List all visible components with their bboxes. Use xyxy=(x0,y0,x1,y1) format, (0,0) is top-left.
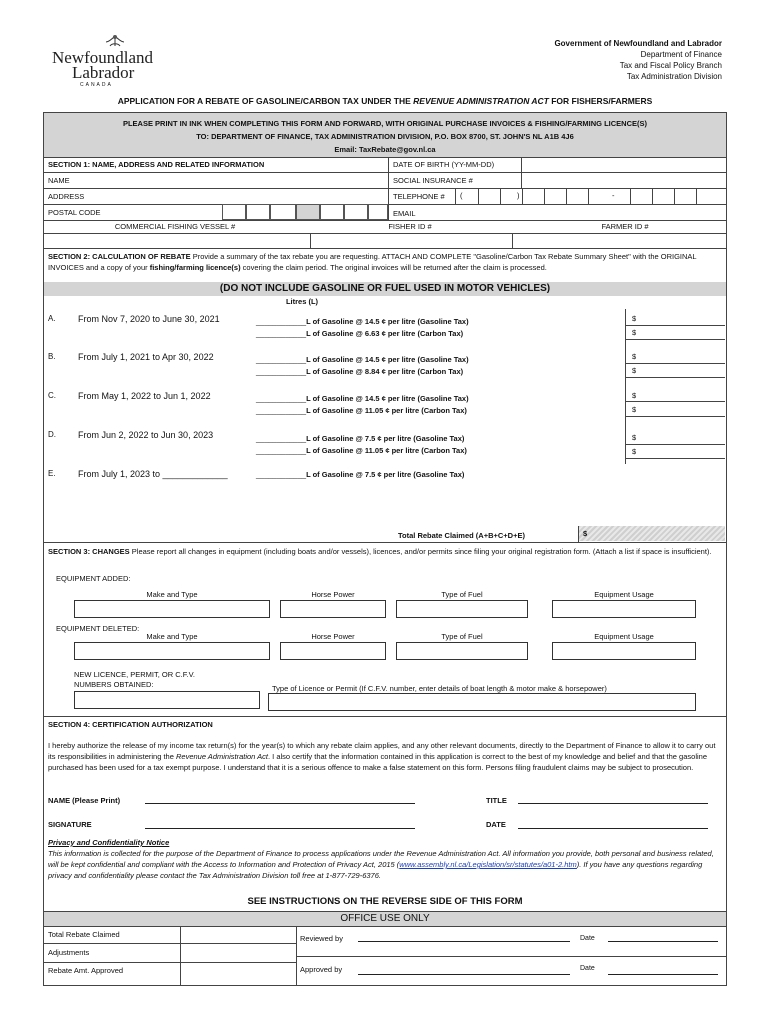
deleted-hp-input[interactable] xyxy=(280,642,386,660)
print-name-label: NAME (Please Print) xyxy=(48,796,121,805)
date-line[interactable] xyxy=(518,828,708,829)
instructions-line2: TO: DEPARTMENT OF FINANCE, TAX ADMINISTRATION DIVISION, P.O. BOX 8700, ST. JOHN'S NL A1B 4J6 xyxy=(196,132,574,141)
added-make-label: Make and Type xyxy=(146,590,198,599)
added-make-input[interactable] xyxy=(74,600,270,618)
total-dollar: $ xyxy=(583,529,588,538)
period-c-letter: C. xyxy=(48,391,56,400)
signature-label: SIGNATURE xyxy=(48,820,92,829)
period-e-line1[interactable]: ____________L of Gasoline @ 7.5 ¢ per litre (Gasoline Tax) xyxy=(256,470,465,479)
postal-char-3[interactable] xyxy=(270,204,296,220)
period-a-letter: A. xyxy=(48,314,56,323)
new-licence-input[interactable] xyxy=(74,691,260,709)
section1-title: SECTION 1: NAME, ADDRESS AND RELATED INFORMATION xyxy=(48,160,265,169)
deleted-fuel-label: Type of Fuel xyxy=(441,632,483,641)
section3-intro: SECTION 3: CHANGES Please report all changes in equipment (including boats and/or vessels), licences, and/or permits since filing your original registration form. (Attach a list if space is insufficient). xyxy=(48,547,712,556)
postal-char-4[interactable] xyxy=(320,204,344,220)
office-adjustments-label: Adjustments xyxy=(48,948,90,957)
address-label: ADDRESS xyxy=(48,192,85,201)
period-d-line2[interactable]: ____________L of Gasoline @ 11.05 ¢ per litre (Carbon Tax) xyxy=(256,446,467,455)
reviewed-date-line[interactable] xyxy=(608,941,718,942)
postal-code-label: POSTAL CODE xyxy=(48,208,101,217)
period-d-letter: D. xyxy=(48,430,56,439)
postal-separator xyxy=(296,204,320,220)
form-title: APPLICATION FOR A REBATE OF GASOLINE/CARBON TAX UNDER THE REVENUE ADMINISTRATION ACT FOR FISHERS/FARMERS xyxy=(117,96,653,106)
logo-line1: Newfoundland xyxy=(52,48,154,67)
office-approved-amt-label: Rebate Amt. Approved xyxy=(48,966,124,975)
deleted-fuel-input[interactable] xyxy=(396,642,528,660)
gov-name: Government of Newfoundland and Labrador xyxy=(554,39,722,48)
farmer-id-label: FARMER ID # xyxy=(601,222,649,231)
vessel-label: COMMERCIAL FISHING VESSEL # xyxy=(114,222,236,231)
deleted-usage-input[interactable] xyxy=(552,642,696,660)
period-e-label[interactable]: From July 1, 2023 to _____________ xyxy=(78,469,228,479)
period-c-label: From May 1, 2022 to Jun 1, 2022 xyxy=(78,391,211,401)
name-label: NAME xyxy=(48,176,70,185)
deleted-make-input[interactable] xyxy=(74,642,270,660)
email-label: EMAIL xyxy=(393,209,416,218)
licence-type-label: Type of Licence or Permit (If C.F.V. number, enter details of boat length & motor make & horsepower) xyxy=(272,684,607,693)
logo xyxy=(52,40,152,88)
dept-name: Department of Finance xyxy=(640,50,722,59)
section2-intro: SECTION 2: CALCULATION OF REBATE Provide a summary of the tax rebate you are requesting. ATTACH AND COMPLETE "Gasoline/Carbon Tax Rebate Summary Sheet" with the ORIGINAL INVOICES and a copy of your fishing/farming licence(s) covering the claim period. The original invoices will be returned after the claim is processed. xyxy=(48,252,697,272)
instructions-line1: PLEASE PRINT IN INK WHEN COMPLETING THIS FORM AND FORWARD, WITH ORIGINAL PURCHASE INVOICES & FISHING/FARMING LICENCE(S) xyxy=(122,119,648,128)
period-b-line2[interactable]: ____________L of Gasoline @ 8.84 ¢ per litre (Carbon Tax) xyxy=(256,367,464,376)
period-b-line1[interactable]: ____________L of Gasoline @ 14.5 ¢ per litre (Gasoline Tax) xyxy=(256,355,469,364)
period-d-dollar2: $ xyxy=(632,447,637,456)
period-b-dollar1: $ xyxy=(632,352,637,361)
logo-canada: CANADA xyxy=(80,82,113,88)
no-vehicles-banner: (DO NOT INCLUDE GASOLINE OR FUEL USED IN MOTOR VEHICLES) xyxy=(219,283,551,294)
branch-name: Tax and Fiscal Policy Branch xyxy=(619,61,722,70)
added-usage-label: Equipment Usage xyxy=(594,590,654,599)
deleted-make-label: Make and Type xyxy=(146,632,198,641)
deleted-usage-label: Equipment Usage xyxy=(594,632,654,641)
office-use-title: OFFICE USE ONLY xyxy=(340,913,430,924)
signature-line[interactable] xyxy=(145,828,415,829)
dob-label: DATE OF BIRTH (YY-MM-DD) xyxy=(393,160,495,169)
section4-title: SECTION 4: CERTIFICATION AUTHORIZATION xyxy=(48,720,213,729)
period-a-dollar1: $ xyxy=(632,314,637,323)
period-b-letter: B. xyxy=(48,352,56,361)
added-fuel-label: Type of Fuel xyxy=(441,590,483,599)
date-label: DATE xyxy=(486,820,506,829)
print-name-line[interactable] xyxy=(145,803,415,804)
privacy-act-link[interactable]: www.assembly.nl.ca/Legislation/sr/statutes/a01-2.htm xyxy=(399,860,577,869)
title-line[interactable] xyxy=(518,803,708,804)
new-licence-label: NEW LICENCE, PERMIT, OR C.F.V. NUMBERS OBTAINED: xyxy=(74,670,195,689)
logo-line2: Labrador xyxy=(72,63,135,82)
period-c-line2[interactable]: ____________L of Gasoline @ 11.05 ¢ per litre (Carbon Tax) xyxy=(256,406,467,415)
deleted-hp-label: Horse Power xyxy=(311,632,355,641)
period-d-dollar1: $ xyxy=(632,433,637,442)
equipment-deleted-label: EQUIPMENT DELETED: xyxy=(56,624,140,633)
telephone-label: TELEPHONE # xyxy=(393,192,445,201)
phone-dash: - xyxy=(612,191,615,200)
period-a-line2[interactable]: ____________L of Gasoline @ 6.63 ¢ per litre (Carbon Tax) xyxy=(256,329,464,338)
sin-label: SOCIAL INSURANCE # xyxy=(393,176,473,185)
reviewed-date-label: Date xyxy=(580,935,595,942)
period-c-line1[interactable]: ____________L of Gasoline @ 14.5 ¢ per litre (Gasoline Tax) xyxy=(256,394,469,403)
approved-by-label: Approved by xyxy=(300,965,343,974)
phone-paren-open: ( xyxy=(460,191,463,200)
period-c-dollar2: $ xyxy=(632,405,637,414)
see-instructions: SEE INSTRUCTIONS ON THE REVERSE SIDE OF THIS FORM xyxy=(247,896,523,907)
added-fuel-input[interactable] xyxy=(396,600,528,618)
period-e-letter: E. xyxy=(48,469,56,478)
title-label: TITLE xyxy=(486,796,507,805)
office-total-label: Total Rebate Claimed xyxy=(48,930,120,939)
reviewed-by-line[interactable] xyxy=(358,941,570,942)
certification-text: I hereby authorize the release of my income tax return(s) for the year(s) to which any rebate claim applies, and any other relevant documents, directly to the Department of Finance to allow it to carry out its responsibilities in administering the Revenue Administration Act. I also certify that the information contained in this application is correct to the best of my knowledge and belief and that the gasoline purchased has been used for a tax exempt purpose. I understand that it is a serious offence to make a false statement on this form. Persons filing fraudulent claims may be subject to prosecution. xyxy=(48,741,716,772)
approved-date-label: Date xyxy=(580,965,595,972)
added-usage-input[interactable] xyxy=(552,600,696,618)
reviewed-by-label: Reviewed by xyxy=(300,934,343,943)
period-b-dollar2: $ xyxy=(632,366,637,375)
period-c-dollar1: $ xyxy=(632,391,637,400)
period-a-line1[interactable]: ____________L of Gasoline @ 14.5 ¢ per litre (Gasoline Tax) xyxy=(256,317,469,326)
period-a-dollar2: $ xyxy=(632,328,637,337)
privacy-notice: Privacy and Confidentiality Notice This information is collected for the purpose of the Department of Finance to process applications under the Revenue Administration Act. All information you provide, both personal and business related, will be kept confidential and compliant with the Access to Information and Protection of Privacy Act, 2015 (www.assembly.nl.ca/Legislation/sr/statutes/a01-2.htm). If you have any questions regarding privacy and confidentiality please contact the Tax Administration Division toll free at 1-877-729-6376. xyxy=(48,838,714,880)
added-hp-input[interactable] xyxy=(280,600,386,618)
instructions-line3: Email: TaxRebate@gov.nl.ca xyxy=(334,145,436,154)
total-rebate-field[interactable] xyxy=(578,526,725,541)
division-name: Tax Administration Division xyxy=(626,72,722,81)
licence-type-input[interactable] xyxy=(268,693,696,711)
postal-char-1[interactable] xyxy=(222,204,246,220)
added-hp-label: Horse Power xyxy=(311,590,355,599)
period-a-label: From Nov 7, 2020 to June 30, 2021 xyxy=(78,314,220,324)
equipment-added-label: EQUIPMENT ADDED: xyxy=(56,574,131,583)
period-d-label: From Jun 2, 2022 to Jun 30, 2023 xyxy=(78,430,214,440)
fisher-id-label: FISHER ID # xyxy=(388,222,432,231)
postal-char-5[interactable] xyxy=(344,204,368,220)
period-b-label: From July 1, 2021 to Apr 30, 2022 xyxy=(78,352,214,362)
phone-paren-close: ) xyxy=(517,191,520,200)
litres-header: Litres (L) xyxy=(285,297,319,306)
period-d-line1[interactable]: ____________L of Gasoline @ 7.5 ¢ per litre (Gasoline Tax) xyxy=(256,434,465,443)
approved-by-line[interactable] xyxy=(358,974,570,975)
postal-char-6[interactable] xyxy=(368,204,388,220)
postal-char-2[interactable] xyxy=(246,204,270,220)
total-rebate-label: Total Rebate Claimed (A+B+C+D+E) xyxy=(398,531,525,540)
approved-date-line[interactable] xyxy=(608,974,718,975)
